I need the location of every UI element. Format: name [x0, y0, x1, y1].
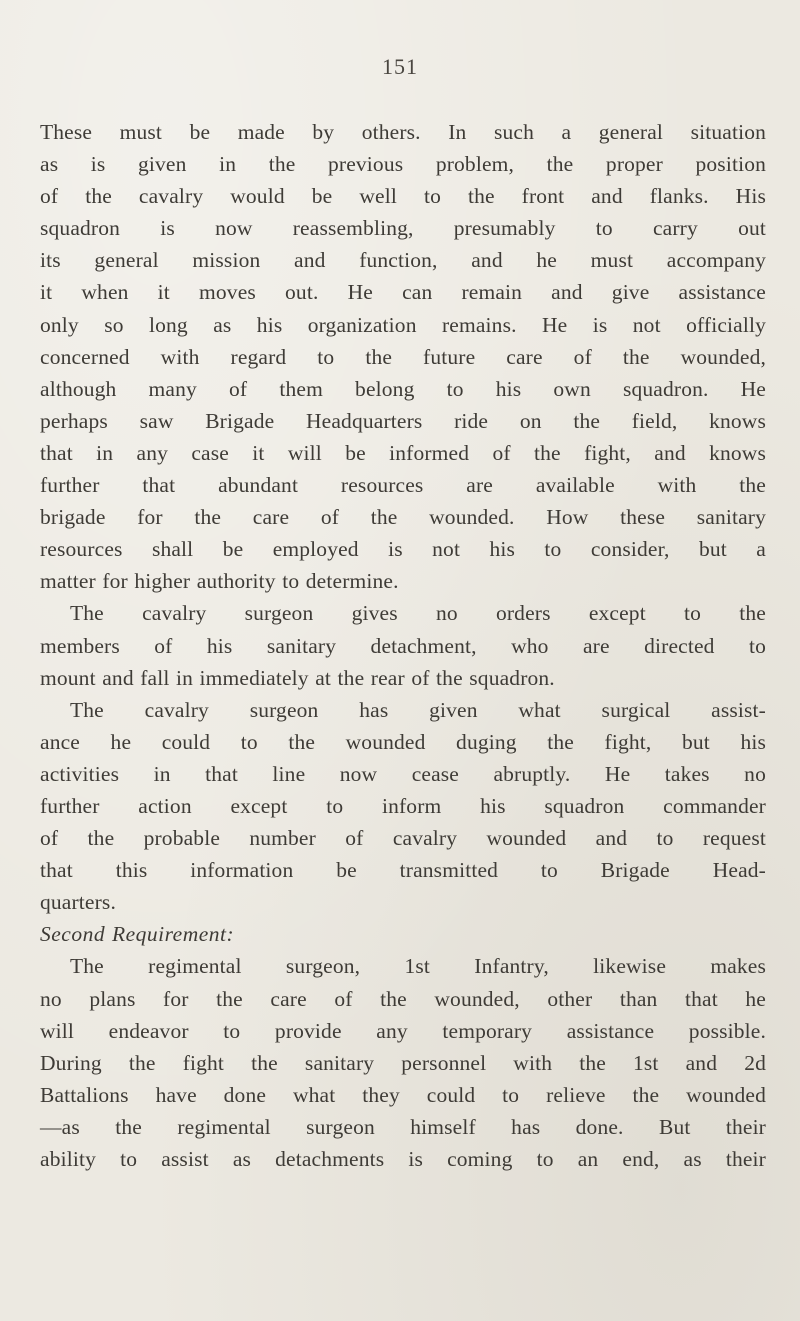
text-line: perhaps saw Brigade Headquarters ride on the field, knows: [40, 408, 766, 433]
text-line: activities in that line now cease abruptly. He takes no: [40, 761, 766, 786]
text-line: brigade for the care of the wounded. How these sanitary: [40, 505, 766, 530]
text-line: will endeavor to provide any temporary assistance possible.: [40, 1018, 766, 1043]
text-line: its general mission and function, and he must accompany: [40, 248, 766, 273]
text-line: The cavalry surgeon has given what surgical assist-: [70, 697, 766, 722]
text-line: The cavalry surgeon gives no orders except to the: [70, 601, 766, 626]
text-line: squadron is now reassembling, presumably to carry out: [40, 216, 766, 241]
text-line: although many of them belong to his own squadron. He: [40, 376, 766, 401]
section-heading: Second Requirement:: [40, 922, 235, 947]
text-line: that in any case it will be informed of the fight, and knows: [40, 440, 766, 465]
text-line: The regimental surgeon, 1st Infantry, likewise makes: [70, 954, 766, 979]
text-line: During the fight the sanitary personnel with the 1st and 2d: [40, 1050, 766, 1075]
text-line: resources shall be employed is not his to consider, but a: [40, 537, 766, 562]
text-line: no plans for the care of the wounded, other than that he: [40, 986, 766, 1011]
text-line: of the probable number of cavalry wounded and to request: [40, 826, 766, 851]
text-line: —as the regimental surgeon himself has done. But their: [40, 1114, 766, 1139]
text-line: further that abundant resources are available with the: [40, 473, 766, 498]
text-line: ability to assist as detachments is coming to an end, as their: [40, 1147, 766, 1171]
text-line: ance he could to the wounded duging the fight, but his: [40, 729, 766, 754]
text-line: of the cavalry would be well to the front and flanks. His: [40, 184, 766, 209]
text-line: These must be made by others. In such a general situation: [40, 120, 766, 144]
text-line: concerned with regard to the future care of the wounded,: [40, 344, 766, 369]
text-line: Battalions have done what they could to relieve the wounded: [40, 1082, 766, 1107]
text-line: further action except to inform his squadron commander: [40, 793, 766, 818]
page-number: 151: [382, 54, 418, 79]
body-text: [40, 116, 766, 1175]
paragraph-4: [40, 950, 766, 1175]
text-line: matter for higher authority to determine.: [40, 569, 399, 594]
text-line: members of his sanitary detachment, who are directed to: [40, 633, 766, 658]
text-line: it when it moves out. He can remain and give assistance: [40, 280, 766, 305]
paragraph-1: [40, 116, 766, 597]
text-line: only so long as his organization remains. He is not officially: [40, 312, 766, 337]
text-line: that this information be transmitted to Brigade Head-: [40, 858, 766, 883]
text-line: as is given in the previous problem, the proper position: [40, 152, 766, 177]
text-line: mount and fall in immediately at the rear of the squadron.: [40, 665, 555, 690]
paragraph-2: [40, 597, 766, 693]
text-line: quarters.: [40, 890, 116, 915]
paragraph-3: [40, 694, 766, 919]
